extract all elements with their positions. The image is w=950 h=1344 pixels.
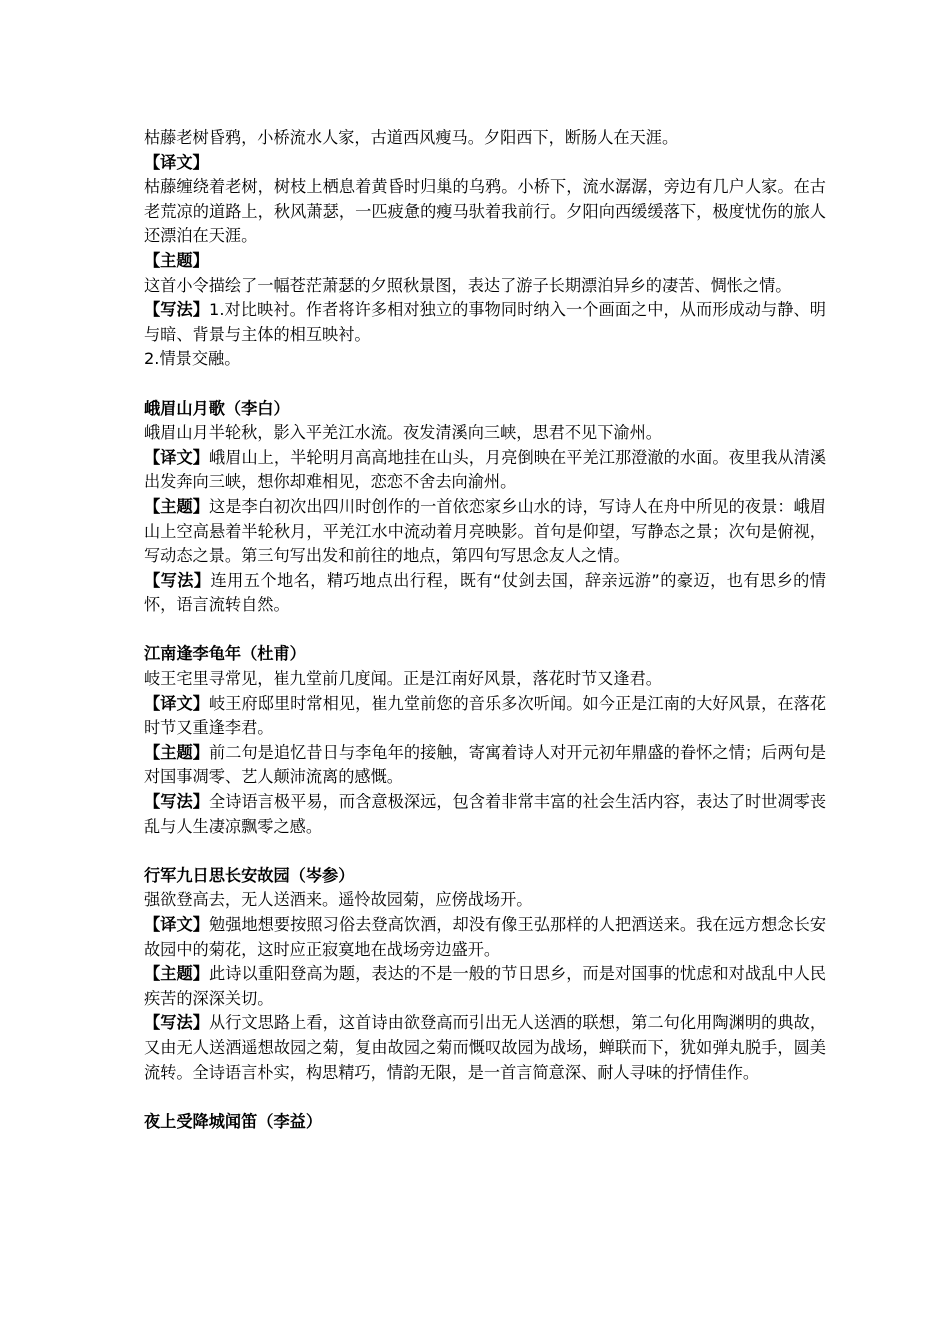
technique-paragraph <box>144 790 826 839</box>
translation-text: 岐王府邸里时常相见，崔九堂前您的音乐多次听闻。如今正是江南的大好风景，在落花时节又重逢李君。 <box>144 693 827 738</box>
technique-paragraph <box>144 569 826 618</box>
poem-section-5 <box>144 1110 826 1135</box>
translation-label: 【译文】 <box>144 152 209 172</box>
technique-text: 从行文思路上看，这首诗由欲登高而引出无人送酒的联想，第二句化用陶渊明的典故，又由无人送酒遥想故园之菊，复由故园之菊而慨叹故园为战场，蝉联而下，犹如弹丸脱手，圆美流转。全诗语言朴实，构思精巧，情韵无限，是一首言简意深、耐人寻味的抒情佳作。 <box>144 1013 827 1082</box>
poem-section-1 <box>144 126 826 372</box>
theme-label: 【主题】 <box>144 964 209 984</box>
technique-paragraph <box>144 298 826 347</box>
theme-label: 【主题】 <box>144 742 209 762</box>
poem-section-3 <box>144 642 826 839</box>
poem-section-4 <box>144 864 826 1085</box>
section-spacer <box>144 1085 826 1110</box>
translation-paragraph <box>144 446 826 495</box>
translation-text: 枯藤缠绕着老树，树枝上栖息着黄昏时归巢的乌鸦。小桥下，流水潺潺，旁边有几户人家。在古老荒凉的道路上，秋风萧瑟，一匹疲惫的瘦马驮着我前行。夕阳向西缓缓落下，极度忧伤的旅人还漂泊在天涯。 <box>144 177 826 246</box>
poem-title: 行军九日思长安故园（岑参） <box>144 865 355 885</box>
poem-title: 江南逢李龟年（杜甫） <box>144 644 306 664</box>
theme-text: 此诗以重阳登高为题，表达的不是一般的节日思乡，而是对国事的忧虑和对战乱中人民疾苦的深深关切。 <box>144 964 827 1008</box>
technique-text: 连用五个地名，精巧地点出行程，既有“仗剑去国，辞亲远游”的豪迈，也有思乡的情怀，语言流转自然。 <box>144 570 826 615</box>
theme-paragraph <box>144 495 826 569</box>
technique-label: 【写法】 <box>144 300 210 320</box>
technique-label: 【写法】 <box>144 570 211 590</box>
translation-label: 【译文】 <box>144 693 209 713</box>
poem-verse: 枯藤老树昏鸦，小桥流水人家，古道西风瘦马。夕阳西下，断肠人在天涯。 <box>144 128 679 147</box>
poem-section-2 <box>144 397 826 618</box>
theme-paragraph <box>144 962 826 1011</box>
translation-label: 【译文】 <box>144 915 209 934</box>
technique-label: 【写法】 <box>144 1013 209 1033</box>
theme-label: 【主题】 <box>144 496 209 516</box>
technique-extra: 2.情景交融。 <box>144 349 241 369</box>
technique-text: 1.对比映衬。作者将许多相对独立的事物同时纳入一个画面之中，从而形成动与静、明与暗、背景与主体的相互映衬。 <box>144 300 826 344</box>
theme-text: 前二句是追忆昔日与李龟年的接触，寄寓着诗人对开元初年鼎盛的眷怀之情；后两句是对国事凋零、艺人颠沛流离的感慨。 <box>144 742 827 787</box>
poem-verse: 岐王宅里寻常见，崔九堂前几度闻。正是江南好风景，落花时节又逢君。 <box>144 669 662 689</box>
translation-text: 峨眉山上，半轮明月高高地挂在山头，月亮倒映在平羌江那澄澈的水面。夜里我从清溪出发奔向三峡，想你却难相见，恋恋不舍去向渝州。 <box>144 447 827 492</box>
section-spacer <box>144 372 826 397</box>
poem-title: 夜上受降城闻笛（李益） <box>144 1111 323 1131</box>
technique-paragraph <box>144 1011 826 1085</box>
translation-paragraph <box>144 692 826 741</box>
document-page <box>144 126 826 1134</box>
theme-paragraph <box>144 741 826 790</box>
translation-paragraph <box>144 913 826 962</box>
section-spacer <box>144 618 826 643</box>
section-spacer <box>144 839 826 864</box>
technique-label: 【写法】 <box>144 792 209 812</box>
poem-title: 峨眉山月歌（李白） <box>144 398 290 418</box>
translation-text: 勉强地想要按照习俗去登高饮酒，却没有像王弘那样的人把酒送来。我在远方想念长安故园中的菊花，这时应正寂寞地在战场旁边盛开。 <box>144 915 827 959</box>
poem-verse: 强欲登高去，无人送酒来。遥怜故园菊，应傍战场开。 <box>144 890 533 910</box>
translation-label: 【译文】 <box>144 447 209 467</box>
theme-text: 这是李白初次出四川时创作的一首依恋家乡山水的诗，写诗人在舟中所见的夜景：峨眉山上空高悬着半轮秋月，平羌江水中流动着月亮映影。首句是仰望，写静态之景；次句是俯视，写动态之景。第三句写出发和前往的地点，第四句写思念友人之情。 <box>144 496 827 566</box>
theme-text: 这首小令描绘了一幅苍茫萧瑟的夕照秋景图，表达了游子长期漂泊异乡的凄苦、惆怅之情。 <box>144 275 792 295</box>
technique-text: 全诗语言极平易，而含意极深远，包含着非常丰富的社会生活内容，表达了时世凋零丧乱与人生凄凉飘零之感。 <box>144 792 827 836</box>
poem-verse: 峨眉山月半轮秋，影入平羌江水流。夜发清溪向三峡，思君不见下渝州。 <box>144 423 662 443</box>
theme-label: 【主题】 <box>144 250 209 270</box>
